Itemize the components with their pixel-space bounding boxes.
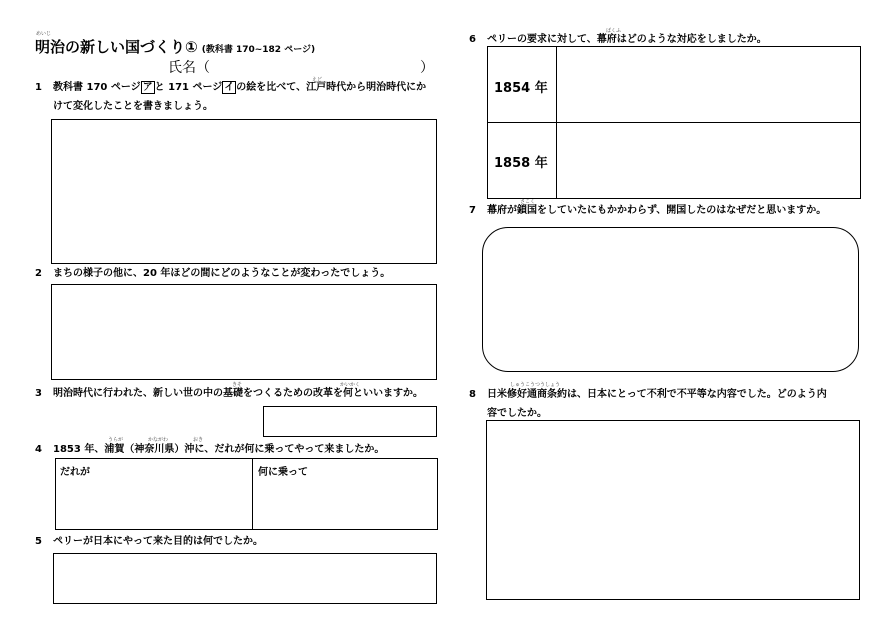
q5-answer-box[interactable] xyxy=(53,553,437,604)
q2-number: 2 xyxy=(35,268,42,279)
q7-answer-box[interactable] xyxy=(482,227,859,372)
ruby-kaikaku: かいかく xyxy=(340,382,361,388)
name-close: ） xyxy=(420,60,434,76)
q6-answer-1854[interactable] xyxy=(558,49,858,120)
q1-answer-box[interactable] xyxy=(51,119,437,264)
q6-row-1858: 1858 年 xyxy=(494,156,548,171)
q6-row-1854: 1854 年 xyxy=(494,81,548,96)
q1-mark-b: イ xyxy=(224,82,235,93)
q5-number: 5 xyxy=(35,536,42,547)
q8-text-a: 日米修好通商条約は、日本にとって不利で不平等な内容でした。どのよう内 xyxy=(487,389,827,400)
ruby-oki: おき xyxy=(193,437,204,443)
q8-number: 8 xyxy=(469,389,476,400)
ruby-uraga: うらが xyxy=(108,437,124,443)
q1-text-a: 教科書 170 ページ xyxy=(53,82,141,93)
q4-number: 4 xyxy=(35,444,42,455)
name-label: 氏名（ xyxy=(168,60,210,76)
q1-number: 1 xyxy=(35,82,42,93)
q8-answer-box[interactable] xyxy=(486,420,860,600)
q8-text-b: 容でしたか。 xyxy=(487,408,547,419)
title-subtitle: (教科書 170~182 ページ) xyxy=(201,45,316,55)
q7-number: 7 xyxy=(469,205,476,216)
q4-question: 1853 年、浦賀（神奈川県）沖に、だれが何に乗ってやって来ましたか。 xyxy=(53,444,385,455)
q1-text-b: と 171 ページ xyxy=(154,82,223,93)
title-text: 明治の新しい国づくり① xyxy=(35,38,198,56)
q8-question xyxy=(487,385,867,423)
q4-divider xyxy=(252,459,253,529)
page-title xyxy=(35,36,315,57)
ruby-kiso: きそ xyxy=(232,382,243,388)
q6-number: 6 xyxy=(469,34,476,45)
ruby-sakoku: さこく xyxy=(520,199,536,205)
q4-col-who: だれが xyxy=(60,467,90,478)
q6-answer-1858[interactable] xyxy=(558,125,858,196)
q2-answer-box[interactable] xyxy=(51,284,437,380)
ruby-treaty: しゅうこうつうしょう xyxy=(510,382,561,388)
q5-question: ペリーが日本にやって来た目的は何でしたか。 xyxy=(53,536,263,547)
ruby-kanagawa: かながわ xyxy=(148,437,169,443)
q1-question xyxy=(53,78,443,116)
q6-answer-table xyxy=(487,46,861,199)
q3-question: 明治時代に行われた、新しい世の中の基礎をつくるための改革を何といいますか。 xyxy=(53,388,423,399)
q3-answer-box[interactable] xyxy=(263,406,437,437)
ruby-bakufu: ばくふ xyxy=(606,28,622,34)
q4-col-what: 何に乗って xyxy=(258,467,308,478)
q6-row-divider xyxy=(488,122,860,123)
q1-mark-a: ア xyxy=(142,82,153,93)
q1-text-c: の絵を比べて、江戸時代から明治時代にか xyxy=(236,82,427,93)
q4-answer-table xyxy=(55,458,438,530)
q2-question: まちの様子の他に、20 年ほどの間にどのようなことが変わったでしょう。 xyxy=(53,268,391,279)
ruby-edo: えど xyxy=(312,77,323,83)
q1-text-d: けて変化したことを書きましょう。 xyxy=(53,101,213,112)
q3-number: 3 xyxy=(35,388,42,399)
ruby-meiji: めいじ xyxy=(36,31,52,37)
q6-question: ペリーの要求に対して、幕府はどのような対応をしましたか。 xyxy=(487,34,767,45)
q7-question: 幕府が鎖国をしていたにもかかわらず、開国したのはなぜだと思いますか。 xyxy=(487,205,827,216)
